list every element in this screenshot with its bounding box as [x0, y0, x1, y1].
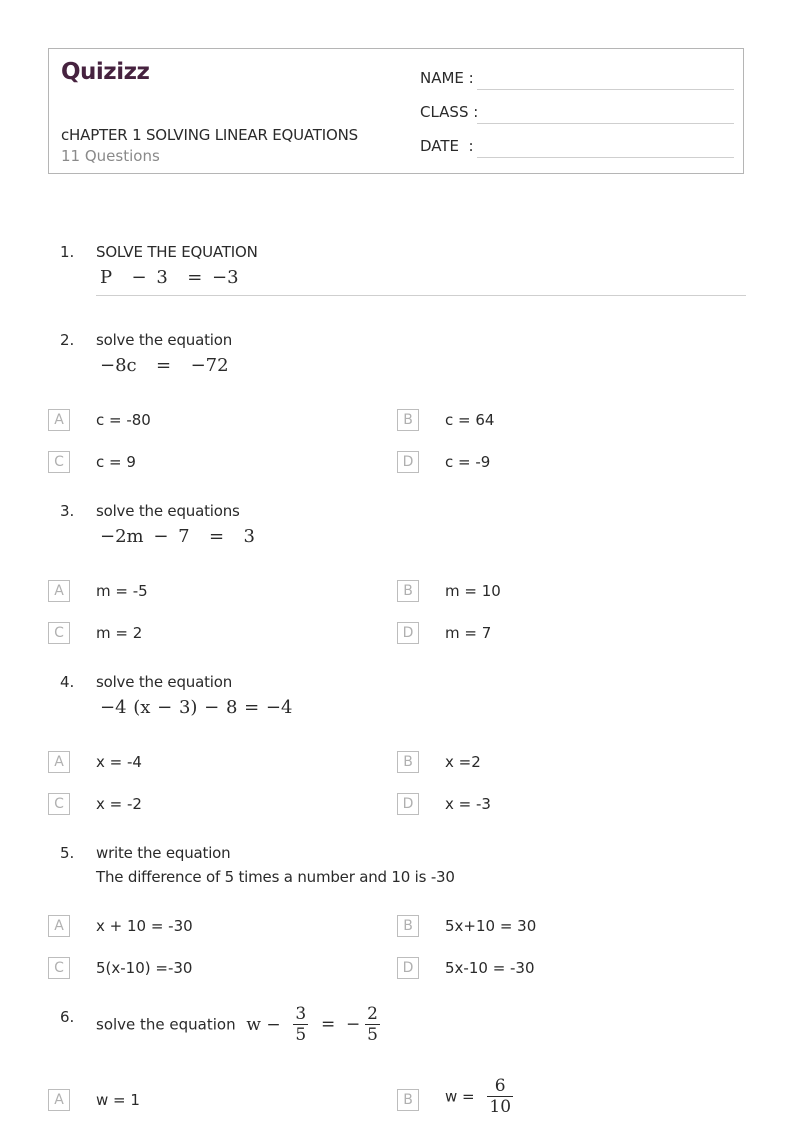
math-var: w − — [246, 1014, 281, 1035]
question-math: −8c = −72 — [100, 355, 229, 376]
question-text: solve the equations — [96, 502, 240, 520]
quizizz-logo: Quizizz — [61, 59, 150, 85]
option-b-box[interactable]: B — [397, 409, 419, 431]
option-a-text[interactable]: x + 10 = -30 — [96, 917, 193, 935]
question-math: −2m − 7 = 3 — [100, 526, 256, 547]
option-b-box[interactable]: B — [397, 915, 419, 937]
option-d-text[interactable]: c = -9 — [445, 453, 491, 471]
date-line[interactable] — [477, 157, 734, 158]
option-a-text[interactable]: c = -80 — [96, 411, 151, 429]
option-b-text[interactable]: w = $\frac{6}{10}$ — [445, 1076, 512, 1117]
option-c-box[interactable]: C — [48, 793, 70, 815]
option-c-text[interactable]: m = 2 — [96, 624, 143, 642]
question-text: solve the equation — [96, 1015, 236, 1034]
question-number: 1. — [60, 243, 75, 261]
option-a-box[interactable]: A — [48, 409, 70, 431]
option-b-box[interactable]: B — [397, 580, 419, 602]
question-number: 6. — [60, 1008, 75, 1026]
option-b-text[interactable]: c = 64 — [445, 411, 495, 429]
question-number: 2. — [60, 331, 75, 349]
option-d-box[interactable]: D — [397, 793, 419, 815]
fraction-3-5: $\frac{3}{5}$ — [295, 1004, 307, 1045]
worksheet-title: cHAPTER 1 SOLVING LINEAR EQUATIONS — [61, 126, 358, 144]
question-text-row — [96, 1004, 380, 1045]
option-d-box[interactable]: D — [397, 451, 419, 473]
question-math: −4 (x − 3) − 8 = −4 — [100, 697, 293, 718]
option-b-text[interactable]: x =2 — [445, 753, 481, 771]
question-math: P − 3 = −3 — [100, 267, 239, 288]
option-c-box[interactable]: C — [48, 451, 70, 473]
option-a-box[interactable]: A — [48, 915, 70, 937]
answer-line[interactable] — [96, 295, 746, 296]
option-c-text[interactable]: 5(x-10) =-30 — [96, 959, 193, 977]
option-d-box[interactable]: D — [397, 957, 419, 979]
date-field[interactable] — [420, 137, 734, 159]
fraction-6-10: $\frac{6}{10}$ — [489, 1076, 512, 1117]
option-a-text[interactable]: x = -4 — [96, 753, 142, 771]
option-b-box[interactable]: B — [397, 1089, 419, 1111]
question-subtext: The difference of 5 times a number and 10 is -30 — [96, 868, 455, 886]
option-c-box[interactable]: C — [48, 957, 70, 979]
date-label: DATE : — [420, 137, 474, 155]
name-line[interactable] — [477, 89, 734, 90]
question-text: write the equation — [96, 844, 231, 862]
class-line[interactable] — [477, 123, 734, 124]
option-d-box[interactable]: D — [397, 622, 419, 644]
class-field[interactable] — [420, 103, 734, 125]
option-d-text[interactable]: 5x-10 = -30 — [445, 959, 535, 977]
question-count: 11 Questions — [61, 147, 160, 165]
option-b-box[interactable]: B — [397, 751, 419, 773]
option-a-box[interactable]: A — [48, 1089, 70, 1111]
option-a-text[interactable]: w = 1 — [96, 1091, 140, 1109]
fraction-2-5: $\frac{2}{5}$ — [367, 1004, 378, 1045]
worksheet-header — [48, 48, 744, 174]
option-c-text[interactable]: x = -2 — [96, 795, 142, 813]
question-text: solve the equation — [96, 673, 232, 691]
option-a-box[interactable]: A — [48, 751, 70, 773]
option-a-text[interactable]: m = -5 — [96, 582, 148, 600]
math-equals: = − — [320, 1014, 361, 1035]
option-c-text[interactable]: c = 9 — [96, 453, 136, 471]
option-c-box[interactable]: C — [48, 622, 70, 644]
class-label: CLASS : — [420, 103, 479, 121]
question-number: 3. — [60, 502, 75, 520]
name-field[interactable] — [420, 69, 734, 91]
option-b-text[interactable]: 5x+10 = 30 — [445, 917, 537, 935]
question-number: 4. — [60, 673, 75, 691]
name-label: NAME : — [420, 69, 474, 87]
option-b-text[interactable]: m = 10 — [445, 582, 501, 600]
question-text: solve the equation — [96, 331, 232, 349]
option-a-box[interactable]: A — [48, 580, 70, 602]
question-number: 5. — [60, 844, 75, 862]
option-d-text[interactable]: x = -3 — [445, 795, 491, 813]
question-text: SOLVE THE EQUATION — [96, 243, 258, 261]
option-d-text[interactable]: m = 7 — [445, 624, 492, 642]
